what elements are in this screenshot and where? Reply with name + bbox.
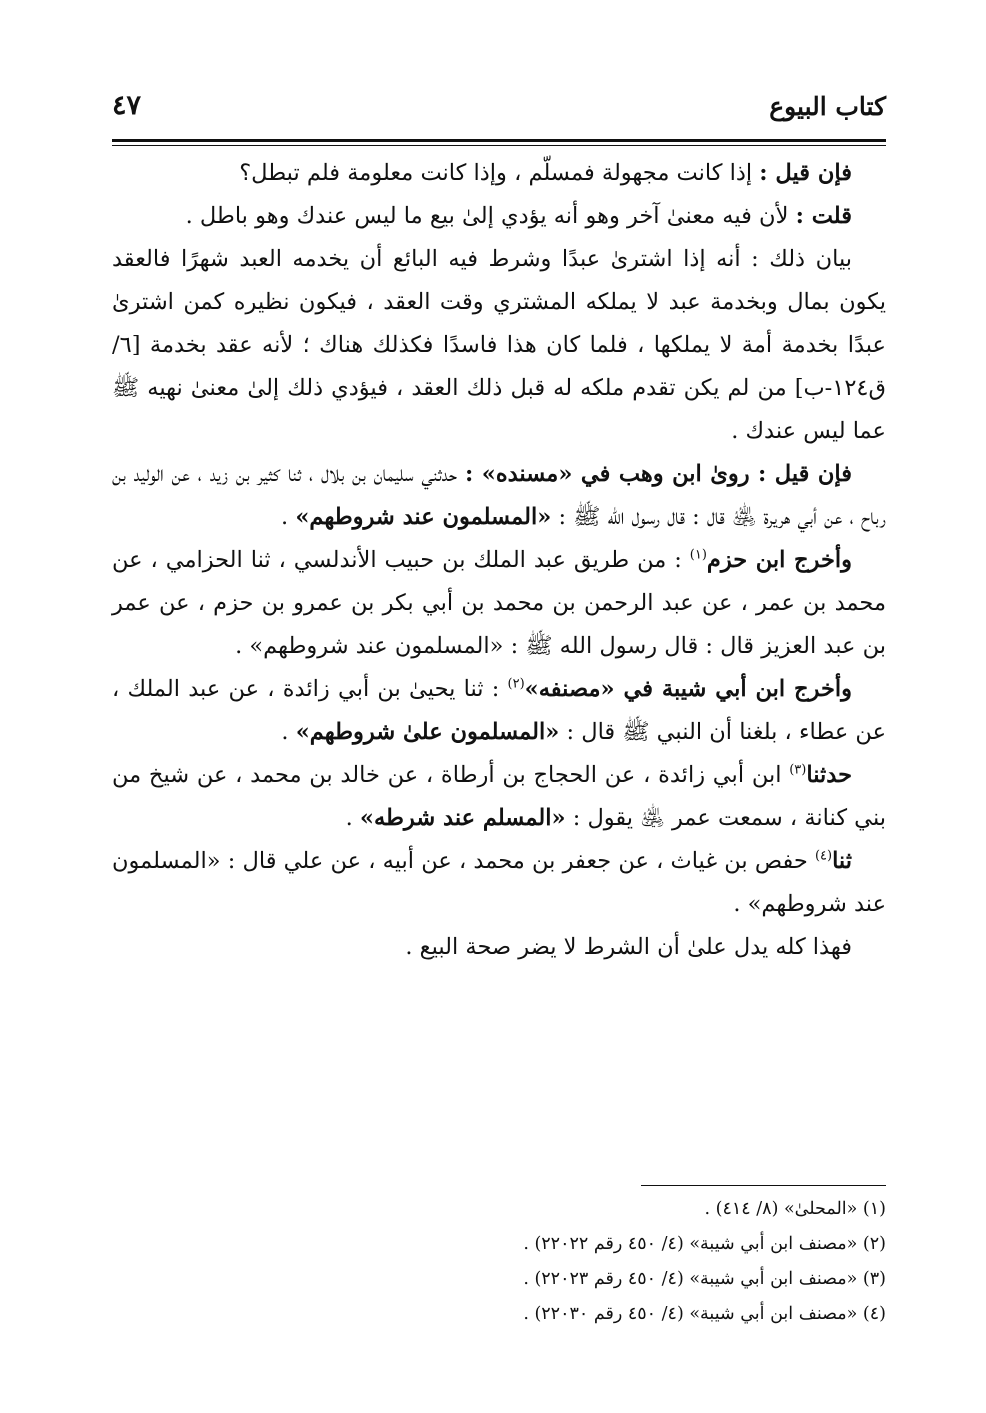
footnote-4: (٤) «مصنف ابن أبي شيبة» (٤/ ٤٥٠ رقم ٢٢٠٣٠) . (523, 1304, 886, 1324)
hadith-quote: «المسلمون عند شروطهم» (295, 504, 552, 530)
chapter-title: كتاب البيوع (769, 92, 886, 121)
paragraph-haddathana (112, 754, 886, 840)
paragraph-lead: حدثنا (806, 762, 852, 788)
footnote-ref: (٢) (507, 676, 525, 692)
paragraph-text: ابن أبي زائدة ، عن الحجاج بن أرطاة ، عن خالد بن محمد ، عن شيخ من بني كنانة ، سمعت عمر ﵁ يقول : (112, 762, 886, 831)
paragraph-lead: قلت : (795, 203, 852, 229)
header-rule-thick (112, 139, 886, 142)
paragraph-text: بيان ذلك : أنه إذا اشترىٰ عبدًا وشرط فيه البائع أن يخدمه العبد شهرًا فالعقد يكون بمال وبخدمة عبد لا يملكه المشتري وقت العقد ، فيكون نظيره كمن اشترىٰ عبدًا بخدمة أمة لا يملكها ، فلما كان هذا فاسدًا فكذلك هناك ؛ لأنه عقد بخدمة [٦/ ق١٢٤-ب] من لم يكن تقدم ملكه له قبل ذلك العقد ، فيؤدي ذلك إلىٰ معنىٰ نهيه ﷺ عما ليس عندك . (112, 246, 886, 444)
paragraph-reply (112, 195, 886, 238)
footnote-ref: (١) (689, 547, 707, 563)
main-text (112, 152, 886, 969)
paragraph-text: فهذا كله يدل علىٰ أن الشرط لا يضر صحة البيع . (405, 934, 852, 960)
header-rule-thin (112, 145, 886, 146)
paragraph-lead: وأخرج ابن أبي شيبة في «مصنفه» (524, 676, 852, 702)
paragraph-tail: . (345, 805, 360, 831)
footnote-separator (641, 1185, 886, 1186)
footnote-1: (١) «المحلىٰ» (٨/ ٤١٤) . (704, 1199, 886, 1219)
paragraph-ibn-hazm (112, 539, 886, 668)
footnote-ref: (٣) (789, 762, 807, 778)
paragraph-tail: . (281, 504, 296, 530)
paragraph-text: حدثني سليمان بن بلال ، ثنا كثير بن زيد ، عن الوليد بن رباح ، عن أبي هريرة ﵁ قال : قال رسول الله ﷺ : (112, 461, 886, 530)
paragraph-lead: فإن قيل : (759, 160, 852, 186)
hadith-quote: «المسلم عند شرطه» (359, 805, 566, 831)
paragraph-lead: ثنا (832, 848, 852, 874)
running-header (112, 88, 886, 134)
footnote-ref: (٤) (814, 848, 833, 864)
paragraph-explanation (112, 238, 886, 453)
footnote-2: (٢) «مصنف ابن أبي شيبة» (٤/ ٤٥٠ رقم ٢٢٠٢٢) . (523, 1234, 886, 1254)
paragraph-thana (112, 840, 886, 926)
paragraph-text: : من طريق عبد الملك بن حبيب الأندلسي ، ثنا الحزامي ، عن محمد بن عمر ، عن عبد الرحمن بن محمد بن أبي بكر بن عمرو بن حزم ، عن عمر بن عبد العزيز قال : قال رسول الله ﷺ : «المسلمون عند شروطهم» . (112, 547, 886, 659)
paragraph-objection-2 (112, 453, 886, 539)
paragraph-text: إذا كانت مجهولة فمسلّم ، وإذا كانت معلومة فلم تبطل؟ (239, 160, 760, 186)
paragraph-text: : ثنا يحيىٰ بن أبي زائدة ، عن عبد الملك ، عن عطاء ، بلغنا أن النبي ﷺ قال : (112, 676, 886, 745)
paragraph-text: لأن فيه معنىٰ آخر وهو أنه يؤدي إلىٰ بيع ما ليس عندك وهو باطل . (185, 203, 796, 229)
footnotes (112, 1192, 886, 1332)
page-number: ٤٧ (112, 90, 142, 121)
paragraph-text: حفص بن غياث ، عن جعفر بن محمد ، عن أبيه ، عن علي قال : «المسلمون عند شروطهم» . (112, 848, 886, 917)
paragraph-conclusion (112, 926, 886, 969)
paragraph-ibn-abi-shayba (112, 668, 886, 754)
footnote-3: (٣) «مصنف ابن أبي شيبة» (٤/ ٤٥٠ رقم ٢٢٠٢٣) . (523, 1269, 886, 1289)
paragraph-objection-1 (112, 152, 886, 195)
paragraph-lead: وأخرج ابن حزم (706, 547, 852, 573)
paragraph-lead: فإن قيل : روىٰ ابن وهب في «مسنده» : (464, 461, 852, 487)
hadith-quote: «المسلمون علىٰ شروطهم» (295, 719, 560, 745)
paragraph-tail: . (281, 719, 296, 745)
